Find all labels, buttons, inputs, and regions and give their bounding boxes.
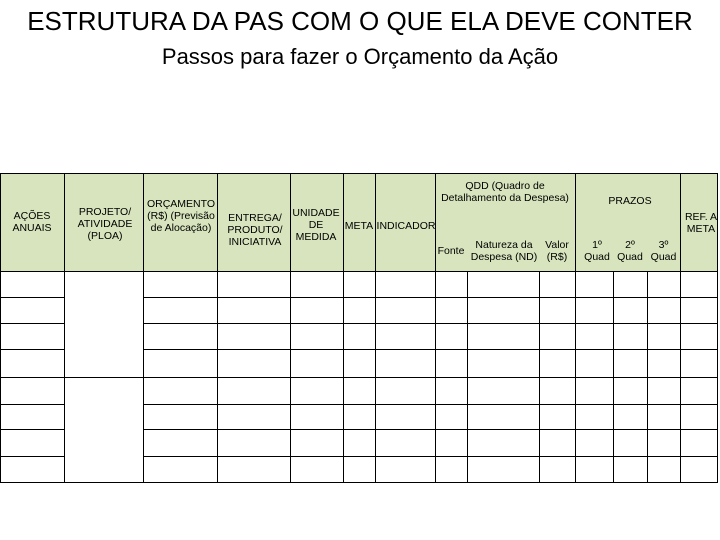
header-meta: META: [344, 220, 374, 232]
header-acoes: AÇÕES ANUAIS: [12, 210, 52, 234]
border-right: [717, 173, 718, 483]
header-natureza: Natureza da Despesa (ND): [470, 239, 538, 263]
row-divider: [143, 349, 718, 350]
header-qdd: QDD (Quadro de Detalhamento da Despesa): [441, 180, 569, 204]
row-divider: [0, 429, 64, 430]
col-divider: [575, 173, 576, 483]
row-divider: [143, 297, 718, 298]
header-fonte: Fonte: [437, 245, 465, 257]
header-unidade: UNIDADE DE MEDIDA: [292, 207, 340, 243]
pas-structure-table: [0, 173, 718, 483]
header-quad-3: 3º Quad: [650, 239, 677, 263]
border-top: [0, 173, 718, 174]
col-divider: [680, 173, 681, 483]
row-divider: [143, 429, 718, 430]
header-projeto: PROJETO/ ATIVIDADE (PLOA): [77, 206, 133, 242]
header-orcamento: ORÇAMENTO (R$) (Previsão de Alocação): [146, 198, 216, 234]
slide-title: ESTRUTURA DA PAS COM O QUE ELA DEVE CONTER: [27, 6, 693, 36]
col-divider: [290, 173, 291, 483]
col-divider: [375, 173, 376, 483]
row-divider: [143, 456, 718, 457]
slide-subtitle: Passos para fazer o Orçamento da Ação: [161, 44, 559, 69]
row-divider: [0, 297, 64, 298]
row-divider: [0, 456, 64, 457]
header-quad-2: 2º Quad: [617, 239, 643, 263]
col-divider: [143, 173, 144, 483]
border-left: [0, 173, 1, 483]
header-ref-meta: REF. A META: [684, 211, 718, 235]
header-quad-1: 1º Quad: [584, 239, 610, 263]
row-divider: [0, 404, 64, 405]
header-divider: [0, 271, 718, 272]
border-bottom: [0, 482, 718, 483]
row-divider: [143, 404, 718, 405]
col-divider: [64, 173, 65, 483]
row-divider: [0, 349, 64, 350]
col-divider: [343, 173, 344, 483]
header-valor: Valor (R$): [545, 239, 569, 263]
row-divider: [0, 377, 718, 378]
header-prazos: PRAZOS: [608, 195, 652, 207]
header-entrega: ENTREGA/ PRODUTO/ INICIATIVA: [227, 212, 283, 248]
col-divider: [435, 173, 436, 483]
col-divider: [217, 173, 218, 483]
row-divider: [143, 323, 718, 324]
header-indicador: INDICADOR: [376, 220, 436, 232]
row-divider: [0, 323, 64, 324]
